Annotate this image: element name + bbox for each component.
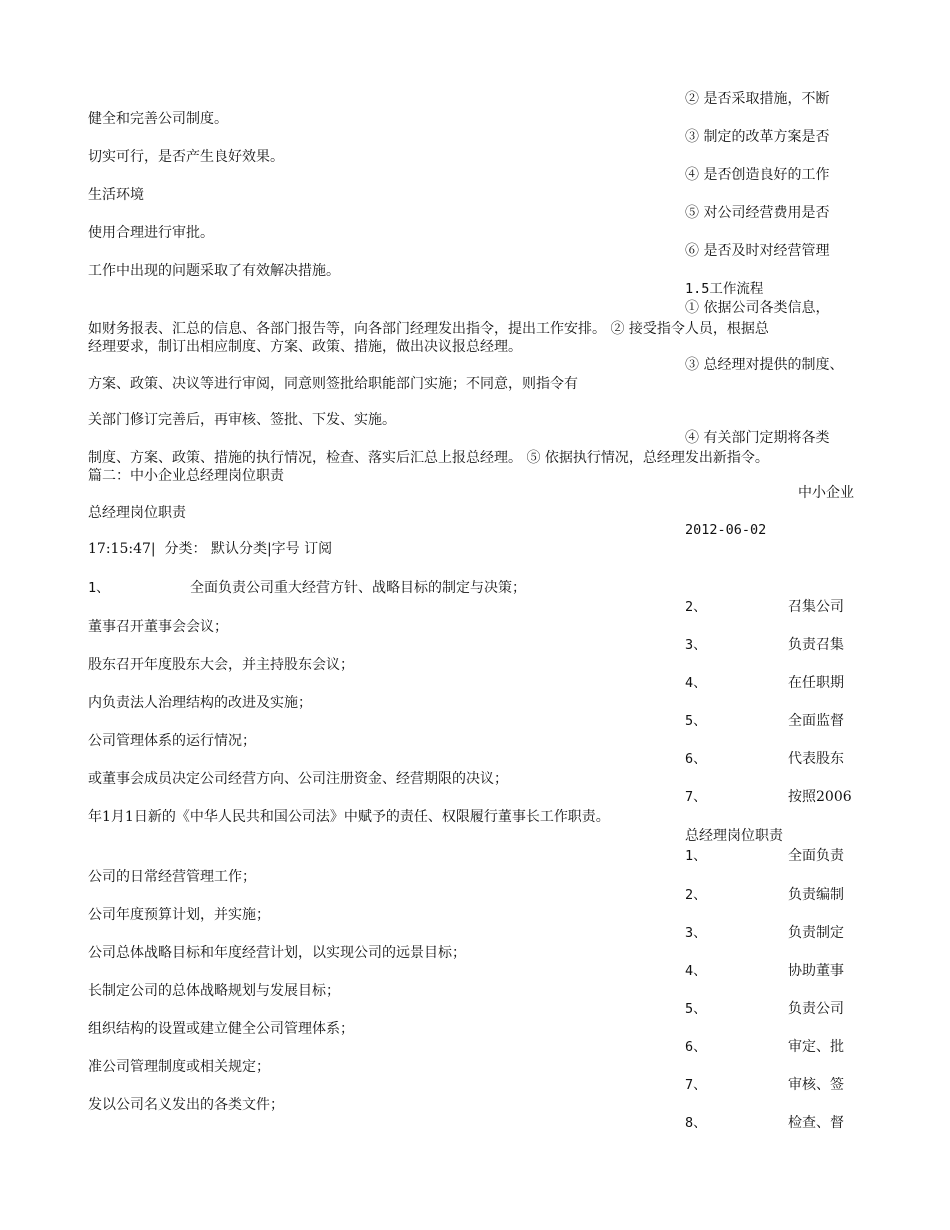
item-text: 协助董事 — [788, 963, 844, 979]
left-line-9: 关部门修订完善后，再审核、签批、下发、实施。 — [88, 412, 396, 428]
item-text: 全面负责公司重大经营方针、战略目标的制定与决策； — [190, 580, 526, 596]
left-line-10: 制度、方案、政策、措施的执行情况，检查、落实后汇总上报总经理。 ⑤ 依据执行情况，总经理发出新指令。 — [88, 450, 769, 466]
item-text: 全面负责 — [788, 848, 844, 864]
item-number: 1、 — [685, 848, 707, 864]
right-line-5: ⑥ 是否及时对经营管理 — [685, 243, 830, 259]
right-line-7: ③ 总经理对提供的制度、 — [685, 357, 844, 373]
item-number: 5、 — [685, 713, 707, 729]
left-text-line: 公司的日常经营管理工作； — [88, 869, 256, 885]
left-line-4: 使用合理进行审批。 — [88, 225, 214, 241]
left-text-line: 公司总体战略目标和年度经营计划，以实现公司的远景目标； — [88, 945, 466, 961]
item-text: 召集公司 — [788, 599, 844, 615]
post-title: 总经理岗位职责 — [88, 505, 186, 521]
post-meta: 17:15:47| 分类： 默认分类|字号 订阅 — [88, 541, 333, 557]
item-text: 全面监督 — [788, 713, 844, 729]
left-text-line: 组织结构的设置或建立健全公司管理体系； — [88, 1021, 354, 1037]
left-text-line: 董事召开董事会会议； — [88, 619, 228, 635]
item-text: 检查、督 — [788, 1115, 844, 1131]
left-text-line: 内负责法人治理结构的改进及实施； — [88, 695, 312, 711]
article-title: 篇二：中小企业总经理岗位职责 — [88, 468, 284, 484]
item-text: 按照2006 — [788, 789, 852, 805]
item-text: 负责召集 — [788, 637, 844, 653]
item-number: 8、 — [685, 1115, 707, 1131]
right-line-2: ③ 制定的改革方案是否 — [685, 129, 830, 145]
item-number: 6、 — [685, 751, 707, 767]
left-line-5: 工作中出现的问题采取了有效解决措施。 — [88, 263, 340, 279]
right-line-6: ① 依据公司各类信息， — [685, 300, 830, 316]
item-text: 负责编制 — [788, 887, 844, 903]
left-text-line: 长制定公司的总体战略规划与发展目标； — [88, 983, 340, 999]
item-number: 3、 — [685, 925, 707, 941]
right-line-1: ② 是否采取措施，不断 — [685, 91, 830, 107]
left-line-6: 如财务报表、汇总的信息、各部门报告等，向各部门经理发出指令，提出工作安排。 ② 接受指令人员，根据总 — [88, 321, 769, 337]
left-text-line: 或董事会成员决定公司经营方向、公司注册资金、经营期限的决议； — [88, 771, 508, 787]
item-number: 7、 — [685, 789, 707, 805]
right-line-4: ⑤ 对公司经营费用是否 — [685, 205, 830, 221]
right-line-8: ④ 有关部门定期将各类 — [685, 430, 830, 446]
item-number: 1、 — [88, 580, 110, 596]
left-line-2: 切实可行，是否产生良好效果。 — [88, 149, 284, 165]
left-line-7: 经理要求，制订出相应制度、方案、政策、措施，做出决议报总经理。 — [88, 339, 522, 355]
item-text: 负责制定 — [788, 925, 844, 941]
item-text: 在任职期 — [788, 675, 844, 691]
left-text-line: 公司管理体系的运行情况； — [88, 733, 256, 749]
item-text: 代表股东 — [788, 751, 844, 767]
left-text-line: 股东召开年度股东大会，并主持股东会议； — [88, 657, 354, 673]
left-line-3: 生活环境 — [88, 187, 144, 203]
item-number: 4、 — [685, 963, 707, 979]
left-line-1: 健全和完善公司制度。 — [88, 111, 228, 127]
left-line-8: 方案、政策、决议等进行审阅，同意则签批给职能部门实施；不同意，则指令有 — [88, 376, 578, 392]
post-date: 2012-06-02 — [685, 522, 767, 538]
item-number: 2、 — [685, 599, 707, 615]
item-number: 6、 — [685, 1039, 707, 1055]
item-number: 4、 — [685, 675, 707, 691]
left-text-line: 准公司管理制度或相关规定； — [88, 1059, 270, 1075]
left-text-line: 年1月1日新的《中华人民共和国公司法》中赋予的责任、权限履行董事长工作职责。 — [88, 809, 610, 825]
section-heading-gm: 总经理岗位职责 — [685, 828, 783, 844]
left-text-line: 发以公司名义发出的各类文件； — [88, 1097, 284, 1113]
item-text: 审定、批 — [788, 1039, 844, 1055]
right-line-3: ④ 是否创造良好的工作 — [685, 167, 830, 183]
section-heading-workflow: 1.5工作流程 — [685, 281, 764, 297]
item-number: 7、 — [685, 1077, 707, 1093]
item-number: 5、 — [685, 1001, 707, 1017]
left-text-line: 公司年度预算计划，并实施； — [88, 907, 270, 923]
company-type: 中小企业 — [798, 485, 854, 501]
item-number: 2、 — [685, 887, 707, 903]
item-number: 3、 — [685, 637, 707, 653]
item-text: 审核、签 — [788, 1077, 844, 1093]
item-text: 负责公司 — [788, 1001, 844, 1017]
